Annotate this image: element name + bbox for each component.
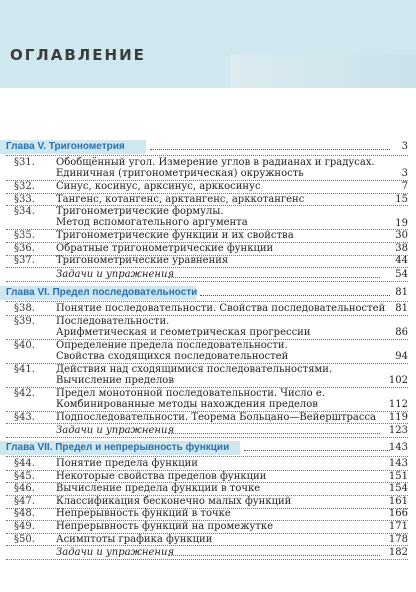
section-title-line: Комбинированные методы нахождения пределов	[56, 398, 318, 410]
section-number: §50.	[14, 533, 35, 545]
chapter-page-number: 3	[401, 141, 408, 152]
section-title	[56, 458, 386, 469]
section-title-line: Тригонометрические уравнения	[56, 255, 229, 267]
section-page-number: 15	[395, 193, 408, 205]
chapter-title: Глава V. Тригонометрия	[6, 141, 125, 152]
section-number: §43.	[14, 411, 35, 423]
section-title	[56, 230, 386, 241]
section-title	[56, 206, 386, 228]
section-title	[56, 412, 386, 423]
section-title	[56, 483, 386, 494]
section-page-number: 154	[388, 483, 408, 495]
section-entry[interactable]	[0, 316, 416, 339]
section-title-line: Арифметическая и геометрическая прогрессии	[56, 326, 311, 338]
section-title-line: Понятие последовательности. Свойства последовательностей	[56, 303, 386, 314]
section-page-number: 171	[388, 521, 408, 532]
section-number: §40.	[14, 339, 35, 351]
section-title-line: Определение предела последовательности.	[56, 339, 288, 351]
section-title	[56, 521, 386, 532]
section-page-number: 161	[388, 495, 408, 507]
section-number: §41.	[14, 363, 35, 375]
section-title-line: Вычисление предела функции в точке	[56, 483, 261, 495]
section-title	[56, 316, 386, 338]
exercises-link[interactable]: Задачи и упражнения	[56, 269, 175, 280]
divider	[6, 559, 408, 561]
section-number: §44.	[14, 458, 35, 469]
section-title	[56, 496, 386, 507]
exercises-link[interactable]: Задачи и упражнения	[56, 425, 175, 437]
section-title-line: Подпоследовательности. Теорема Больцано—Вейерштрасса	[56, 411, 377, 423]
section-title-line: Понятие предела функции	[56, 458, 198, 469]
section-page-number: 178	[388, 533, 408, 545]
leader-dots	[200, 294, 390, 296]
section-title-line: Тригонометрические формулы.	[56, 206, 224, 218]
section-entry[interactable]	[0, 458, 416, 469]
section-entry[interactable]	[0, 181, 416, 192]
section-entry[interactable]	[0, 303, 416, 314]
section-title	[56, 194, 386, 205]
section-number: §46.	[14, 483, 35, 495]
section-title	[56, 157, 386, 179]
section-entry[interactable]	[0, 194, 416, 205]
exercises-page-number: 182	[388, 547, 408, 559]
section-page-number: 112	[388, 398, 408, 410]
section-entry[interactable]	[0, 388, 416, 411]
section-number: §34.	[14, 206, 35, 218]
section-number: §45.	[14, 470, 35, 482]
section-title	[56, 303, 386, 314]
section-number: §48.	[14, 508, 35, 520]
section-page-number: 7	[401, 181, 408, 192]
section-title	[56, 471, 386, 482]
section-entry[interactable]	[0, 496, 416, 507]
section-number: §38.	[14, 303, 35, 314]
chapter-heading[interactable]	[0, 286, 416, 300]
divider	[6, 437, 408, 439]
section-title	[56, 508, 386, 519]
exercises-link[interactable]: Задачи и упражнения	[56, 547, 175, 559]
section-entry[interactable]	[0, 206, 416, 229]
section-page-number: 102	[388, 374, 408, 386]
section-title-line: Непрерывность функций на промежутке	[56, 521, 273, 532]
section-title-line: Классификация бесконечно малых функций	[56, 495, 292, 507]
section-entry[interactable]	[0, 364, 416, 387]
leader-dots	[150, 148, 390, 150]
section-title	[56, 340, 386, 362]
section-title-line: Непрерывность функций в точке	[56, 508, 231, 520]
section-page-number: 86	[395, 326, 408, 338]
section-page-number: 3	[401, 168, 408, 180]
chapter-heading[interactable]	[0, 140, 416, 154]
section-title-line: Единичная (тригонометрическая) окружность	[56, 168, 304, 179]
chapter-title: Глава VI. Предел последовательности	[6, 287, 198, 298]
section-title	[56, 243, 386, 254]
section-entry[interactable]	[0, 255, 416, 266]
section-page-number: 38	[395, 242, 408, 254]
section-page-number: 143	[388, 458, 408, 469]
section-page-number: 30	[395, 230, 408, 242]
section-title-line: Некоторые свойства пределов функции	[56, 470, 267, 482]
section-entry[interactable]	[0, 230, 416, 241]
section-title-line: Обобщённый угол. Измерение углов в радианах и градусах.	[56, 157, 375, 168]
section-title	[56, 388, 386, 410]
section-page-number: 166	[388, 508, 408, 520]
section-number: §39.	[14, 315, 35, 327]
section-number: §42.	[14, 387, 35, 399]
section-entry[interactable]	[0, 521, 416, 532]
divider	[6, 281, 408, 283]
section-title-line: Синус, косинус, арксинус, арккосинус	[56, 181, 261, 192]
section-entry[interactable]	[0, 412, 416, 423]
exercises-page-number: 54	[395, 269, 408, 280]
section-title	[56, 364, 386, 386]
section-entry[interactable]	[0, 340, 416, 363]
section-title-line: Тангенс, котангенс, арктангенс, арккотангенс	[56, 193, 305, 205]
section-page-number: 44	[395, 255, 408, 267]
section-entry[interactable]	[0, 534, 416, 545]
chapter-title: Глава VII. Предел и непрерывность функции	[6, 442, 230, 453]
section-number: §49.	[14, 521, 35, 532]
section-entry[interactable]	[0, 243, 416, 254]
section-title	[56, 181, 386, 192]
section-title-line: Обратные тригонометрические функции	[56, 242, 274, 254]
section-title-line: Вычисление пределов	[56, 374, 174, 386]
section-page-number: 119	[388, 411, 408, 423]
section-title-line: Действия над сходящимися последовательностями.	[56, 363, 333, 375]
exercises-page-number: 123	[388, 425, 408, 437]
section-number: §35.	[14, 230, 35, 242]
leader-dots	[168, 554, 380, 556]
leader-dots	[244, 449, 390, 451]
section-page-number: 81	[395, 303, 408, 314]
section-number: §33.	[14, 193, 35, 205]
section-number: §36.	[14, 242, 35, 254]
section-title-line: Предел монотонной последовательности. Число e.	[56, 387, 325, 399]
section-number: §37.	[14, 255, 35, 267]
page-title: ОГЛАВЛЕНИЕ	[10, 46, 146, 64]
section-page-number: 19	[395, 217, 408, 229]
chapter-heading[interactable]	[0, 441, 416, 455]
section-title-line: Тригонометрические функции и их свойства	[56, 230, 294, 242]
leader-dots	[168, 276, 380, 278]
section-title-line: Свойства сходящихся последовательностей	[56, 350, 289, 362]
section-entry[interactable]	[0, 483, 416, 494]
section-entry[interactable]	[0, 471, 416, 482]
section-title-line: Асимптоты графика функции	[56, 533, 213, 545]
chapter-page-number: 143	[388, 442, 408, 453]
leader-dots	[168, 432, 380, 434]
section-number: §47.	[14, 495, 35, 507]
section-title-line: Последовательности.	[56, 315, 170, 327]
section-number: §31.	[14, 157, 35, 168]
header-decoration	[230, 54, 416, 88]
section-entry[interactable]	[0, 508, 416, 519]
section-title	[56, 534, 386, 545]
section-entry[interactable]	[0, 157, 416, 180]
section-page-number: 151	[388, 470, 408, 482]
section-title-line: Метод вспомогательного аргумента	[56, 217, 248, 229]
section-page-number: 94	[395, 350, 408, 362]
section-number: §32.	[14, 181, 35, 192]
section-title	[56, 255, 386, 266]
chapter-page-number: 81	[395, 287, 408, 298]
